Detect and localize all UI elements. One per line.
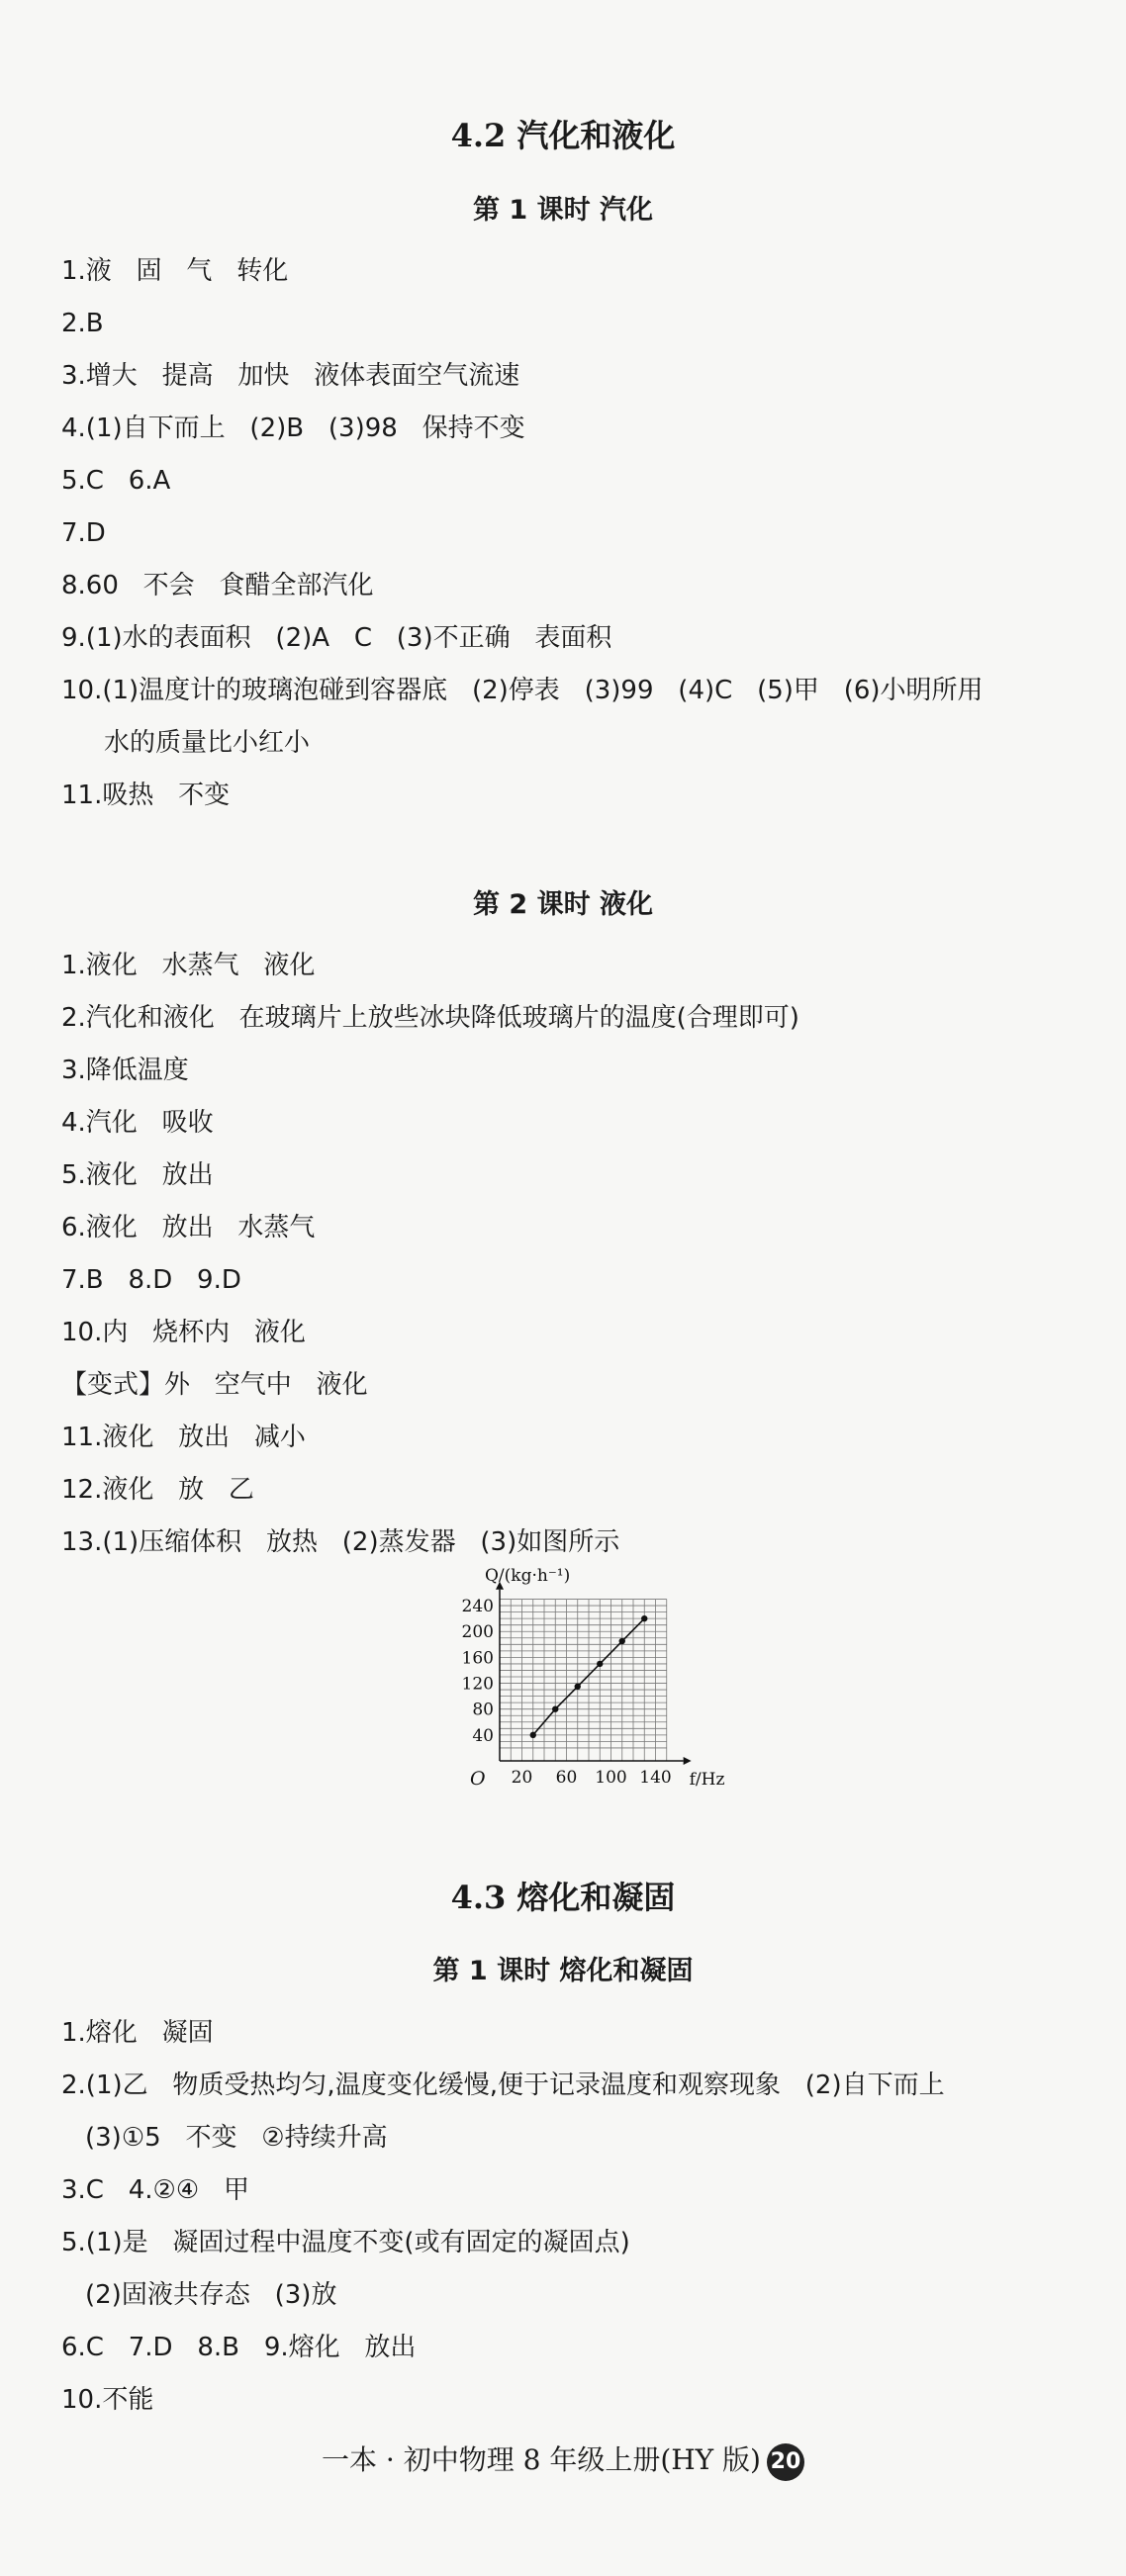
x-tick-label: 140: [639, 1768, 672, 1788]
answer-line: 10.不能: [61, 2385, 154, 2415]
section-title-4-3: 4.3 熔化和凝固: [450, 1879, 676, 1916]
section-title-4-2: 4.2 汽化和液化: [450, 117, 676, 154]
answer-line: 7.B 8.D 9.D: [61, 1265, 241, 1295]
y-tick-label: 200: [461, 1622, 494, 1643]
answer-line: 11.液化 放出 减小: [61, 1423, 306, 1452]
answer-line: 5.液化 放出: [61, 1160, 214, 1190]
y-tick-label: 160: [461, 1648, 494, 1669]
x-axis-label: f/Hz: [689, 1770, 725, 1790]
answer-line: 10.(1)温度计的玻璃泡碰到容器底 (2)停表 (3)99 (4)C (5)甲 (6)小明所用: [61, 676, 984, 705]
y-tick-label: 120: [461, 1674, 494, 1695]
data-point: [552, 1705, 558, 1711]
answer-line: 13.(1)压缩体积 放热 (2)蒸发器 (3)如图所示: [61, 1527, 620, 1557]
answer-line: 10.内 烧杯内 液化: [61, 1318, 306, 1347]
data-point: [619, 1638, 625, 1644]
answer-line: 3.C 4.②④ 甲: [61, 2175, 249, 2205]
answer-line: 8.60 不会 食醋全部汽化: [61, 571, 374, 600]
origin-label: O: [470, 1768, 486, 1790]
answer-line-continued: (3)①5 不变 ②持续升高: [85, 2123, 388, 2153]
x-tick-label: 60: [555, 1768, 578, 1788]
answer-line: 5.(1)是 凝固过程中温度不变(或有固定的凝固点): [61, 2228, 630, 2257]
answer-line: 4.汽化 吸收: [61, 1108, 214, 1138]
answer-line: 12.液化 放 乙: [61, 1475, 254, 1505]
answer-line-continued: 水的质量比小红小: [104, 728, 311, 758]
answer-line: 6.C 7.D 8.B 9.熔化 放出: [61, 2333, 417, 2362]
x-tick-label: 20: [511, 1768, 533, 1788]
footer-book-title: 一本 · 初中物理 8 年级上册(HY 版): [322, 2443, 761, 2476]
answer-line: 6.液化 放出 水蒸气: [61, 1213, 316, 1242]
answer-line: 1.液化 水蒸气 液化: [61, 951, 316, 980]
y-axis-label: Q/(kg·h⁻¹): [485, 1566, 571, 1586]
answer-line: 2.(1)乙 物质受热均匀,温度变化缓慢,便于记录温度和观察现象 (2)自下而上: [61, 2070, 945, 2100]
answer-line: 1.液 固 气 转化: [61, 256, 289, 286]
data-point: [641, 1615, 647, 1621]
data-point: [575, 1684, 581, 1690]
y-tick-label: 240: [461, 1597, 494, 1617]
answer-line: 4.(1)自下而上 (2)B (3)98 保持不变: [61, 414, 525, 443]
answer-line: 2.汽化和液化 在玻璃片上放些冰块降低玻璃片的温度(合理即可): [61, 1003, 799, 1033]
lesson-title-melting: 第 1 课时 熔化和凝固: [432, 1956, 694, 1986]
answer-line: 3.降低温度: [61, 1056, 189, 1085]
answer-line: 【变式】外 空气中 液化: [61, 1370, 368, 1400]
answer-line: 3.增大 提高 加快 液体表面空气流速: [61, 361, 520, 391]
answer-line: 9.(1)水的表面积 (2)A C (3)不正确 表面积: [61, 623, 612, 653]
lesson-title-liquefaction: 第 2 课时 液化: [473, 889, 653, 920]
page-number-badge: 20: [767, 2443, 804, 2481]
y-tick-label: 40: [472, 1725, 494, 1746]
x-tick-label: 100: [595, 1768, 627, 1788]
lesson-title-vaporization: 第 1 课时 汽化: [473, 195, 653, 226]
answer-line: 2.B: [61, 309, 104, 338]
answer-line: 7.D: [61, 518, 106, 548]
answer-line: 11.吸热 不变: [61, 781, 231, 810]
y-tick-label: 80: [472, 1700, 494, 1720]
answer-line: 1.熔化 凝固: [61, 2018, 214, 2048]
flow-frequency-chart: [435, 1563, 762, 1800]
answer-line-continued: (2)固液共存态 (3)放: [85, 2280, 337, 2310]
data-point: [530, 1732, 536, 1738]
page-footer: [0, 2438, 1126, 2481]
data-point: [597, 1661, 603, 1667]
x-axis-arrow: [684, 1757, 692, 1765]
answer-line: 5.C 6.A: [61, 466, 171, 496]
